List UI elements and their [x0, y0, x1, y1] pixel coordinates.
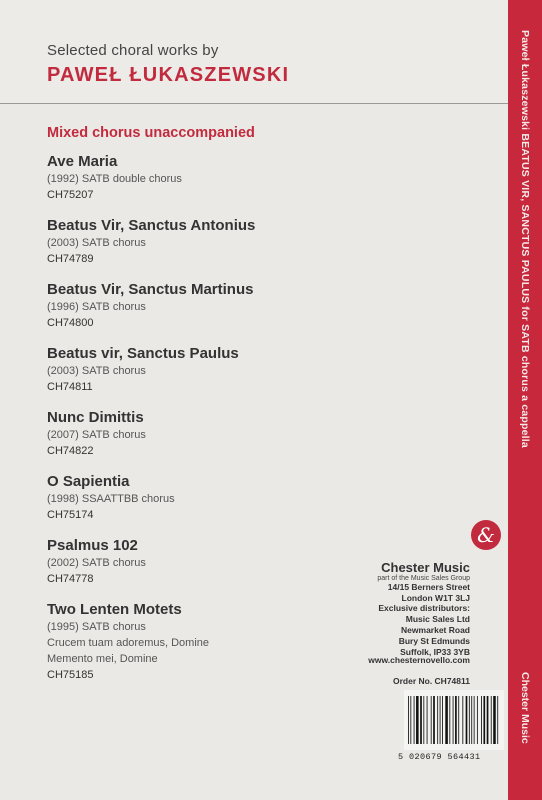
work-item — [47, 216, 377, 267]
work-item — [47, 408, 377, 459]
barcode-bar — [410, 696, 411, 744]
work-catalog-number: CH75207 — [47, 189, 94, 201]
spine-title: Paweł Łukaszewski BEATUS VIR, SANCTUS PAULUS for SATB chorus a cappella — [519, 30, 531, 448]
publisher-website[interactable]: www.chesternovello.com — [368, 655, 470, 665]
header-subtitle: Selected choral works by — [47, 42, 219, 59]
barcode-bar — [453, 696, 454, 744]
work-catalog-number: CH74789 — [47, 253, 94, 265]
work-title: Psalmus 102 — [47, 537, 138, 554]
barcode-bar — [431, 696, 432, 744]
work-catalog-number: CH74800 — [47, 317, 94, 329]
barcode-digits: 5 020679 564431 — [398, 752, 481, 762]
work-title: Ave Maria — [47, 153, 118, 170]
distributor-line: Newmarket Road — [401, 625, 470, 635]
work-title: Beatus vir, Sanctus Paulus — [47, 345, 239, 362]
work-catalog-number: CH74811 — [47, 381, 93, 393]
work-item — [47, 344, 377, 395]
barcode-bar — [414, 696, 415, 744]
barcode-bar — [445, 696, 448, 744]
barcode-bar — [442, 696, 443, 744]
distributor-line: Bury St Edmunds — [398, 636, 470, 646]
distributors-block — [378, 603, 470, 658]
publisher-address-line: London W1T 3LJ — [401, 593, 470, 603]
work-detail: (1996) SATB chorus — [47, 301, 146, 313]
work-item — [47, 600, 377, 683]
barcode-bar — [455, 696, 457, 744]
composer-name: PAWEŁ ŁUKASZEWSKI — [47, 64, 290, 86]
work-item — [47, 152, 377, 203]
barcode-bar — [477, 696, 478, 744]
work-item — [47, 280, 377, 331]
barcode-bar — [493, 696, 496, 744]
barcode-bars — [408, 696, 500, 744]
barcode-bar — [469, 696, 470, 744]
chester-logo-icon: & — [471, 520, 501, 550]
work-catalog-number: CH75185 — [47, 669, 94, 681]
barcode-bar — [471, 696, 472, 744]
work-item — [47, 536, 377, 587]
barcode-bar — [449, 696, 450, 744]
barcode-bar — [491, 696, 492, 744]
barcode-bar — [423, 696, 424, 744]
publisher-address-line: 14/15 Berners Street — [387, 582, 470, 592]
barcode-bar — [433, 696, 435, 744]
work-detail: (1995) SATB chorus — [47, 621, 146, 633]
barcode-bar — [497, 696, 498, 744]
distributor-line: Music Sales Ltd — [405, 614, 470, 624]
work-detail: (1998) SSAATTBB chorus — [47, 493, 175, 505]
works-list — [47, 152, 377, 696]
work-detail: (2003) SATB chorus — [47, 237, 146, 249]
work-title: Two Lenten Motets — [47, 601, 182, 618]
distributor-line: Suffolk, IP33 3YB — [400, 647, 470, 657]
header-divider — [0, 103, 508, 104]
work-detail: Crucem tuam adoremus, Domine — [47, 637, 210, 649]
barcode-bar — [487, 696, 489, 744]
barcode-bar — [474, 696, 475, 744]
spine-publisher: Chester Music — [519, 672, 531, 744]
work-catalog-number: CH74778 — [47, 573, 94, 585]
work-title: Nunc Dimittis — [47, 409, 144, 426]
work-detail: (2007) SATB chorus — [47, 429, 146, 441]
work-title: O Sapientia — [47, 473, 130, 490]
barcode-bar — [462, 696, 463, 744]
work-catalog-number: CH75174 — [47, 509, 94, 521]
barcode-bar — [420, 696, 422, 744]
barcode-bar — [408, 696, 409, 744]
order-number: Order No. CH74811 — [392, 676, 470, 686]
work-detail: (1992) SATB double chorus — [47, 173, 182, 185]
work-title: Beatus Vir, Sanctus Antonius — [47, 217, 256, 234]
work-item — [47, 472, 377, 523]
distributor-line: Exclusive distributors: — [378, 603, 470, 613]
barcode-bar — [440, 696, 441, 744]
work-detail: Memento mei, Domine — [47, 653, 158, 665]
work-title: Beatus Vir, Sanctus Martinus — [47, 281, 254, 298]
section-title: Mixed chorus unaccompanied — [47, 125, 255, 141]
work-catalog-number: CH74822 — [47, 445, 94, 457]
publisher-block — [377, 560, 470, 604]
spine — [508, 0, 542, 800]
barcode-bar — [437, 696, 438, 744]
barcode-bar — [427, 696, 428, 744]
barcode-bar — [416, 696, 419, 744]
work-detail: (2003) SATB chorus — [47, 365, 146, 377]
publisher-name: Chester Music — [381, 560, 470, 575]
barcode-bar — [466, 696, 468, 744]
work-detail: (2002) SATB chorus — [47, 557, 146, 569]
barcode-bar — [481, 696, 482, 744]
publisher-group: part of the Music Sales Group — [377, 575, 470, 582]
barcode — [404, 690, 504, 750]
barcode-bar — [458, 696, 459, 744]
barcode-bar — [483, 696, 485, 744]
